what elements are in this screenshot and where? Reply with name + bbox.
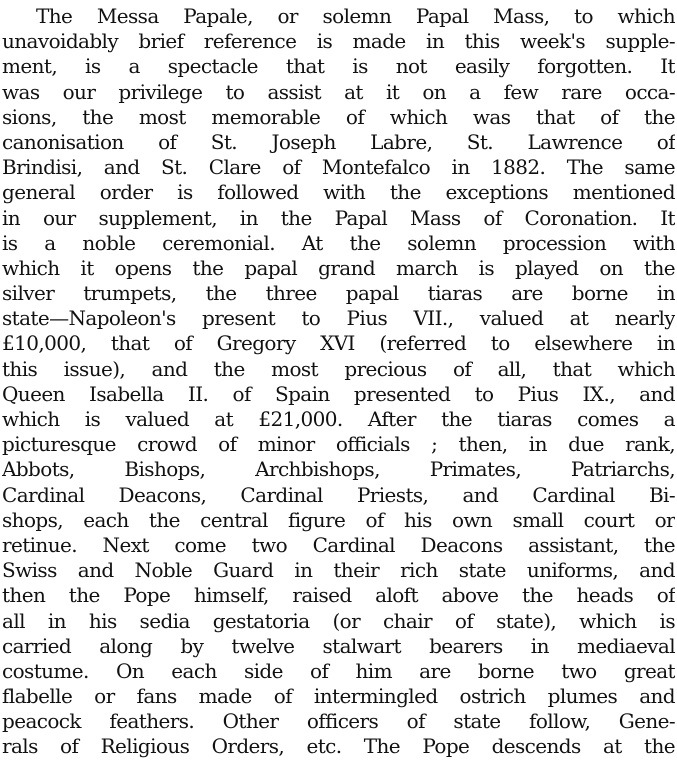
text-line: general order is followed with the exceptions mentioned xyxy=(2,180,675,205)
text-line: ment, is a spectacle that is not easily forgotten. It xyxy=(2,54,675,79)
text-line: is a noble ceremonial. At the solemn procession with xyxy=(2,230,675,255)
text-line: this issue), and the most precious of all, that which xyxy=(2,356,675,381)
text-line: £10,000, that of Gregory XVI (referred to elsewhere in xyxy=(2,331,675,356)
text-line: rals of Religious Orders, etc. The Pope descends at the xyxy=(2,734,675,759)
text-line: flabelle or fans made of intermingled ostrich plumes and xyxy=(2,684,675,709)
text-line: Swiss and Noble Guard in their rich state uniforms, and xyxy=(2,558,675,583)
text-line: unavoidably brief reference is made in this week's supple- xyxy=(2,29,675,54)
text-line: Queen Isabella II. of Spain presented to Pius IX., and xyxy=(2,381,675,406)
text-line: silver trumpets, the three papal tiaras are borne in xyxy=(2,281,675,306)
text-line: peacock feathers. Other officers of state follow, Gene- xyxy=(2,709,675,734)
text-line: shops, each the central figure of his own small court or xyxy=(2,507,675,532)
text-line: which is valued at £21,000. After the tiaras comes a xyxy=(2,407,675,431)
text-line: was our privilege to assist at it on a few rare occa- xyxy=(2,79,675,104)
text-line: all in his sedia gestatoria (or chair of state), which is xyxy=(2,608,675,633)
text-line: Cardinal Deacons, Cardinal Priests, and Cardinal Bi- xyxy=(2,482,675,507)
text-line: costume. On each side of him are borne two great xyxy=(2,658,675,683)
text-line: then the Pope himself, raised aloft above the heads of xyxy=(2,583,675,608)
text-line: which it opens the papal grand march is played on the xyxy=(2,255,675,280)
text-line: in our supplement, in the Papal Mass of Coronation. It xyxy=(2,205,675,230)
text-line: carried along by twelve stalwart bearers in mediaeval xyxy=(2,633,675,658)
text-line: picturesque crowd of minor officials ; then, in due rank, xyxy=(2,432,675,457)
text-line: Abbots, Bishops, Archbishops, Primates, Patriarchs, xyxy=(2,457,675,482)
text-line: canonisation of St. Joseph Labre, St. Lawrence of xyxy=(2,129,675,154)
text-line: sions, the most memorable of which was that of the xyxy=(2,104,675,129)
text-line: retinue. Next come two Cardinal Deacons assistant, the xyxy=(2,532,675,557)
text-line: state—Napoleon's present to Pius VII., valued at nearly xyxy=(2,306,675,331)
text-line: The Messa Papale, or solemn Papal Mass, to which xyxy=(36,4,675,28)
text-line: Brindisi, and St. Clare of Montefalco in 1882. The same xyxy=(2,155,675,180)
